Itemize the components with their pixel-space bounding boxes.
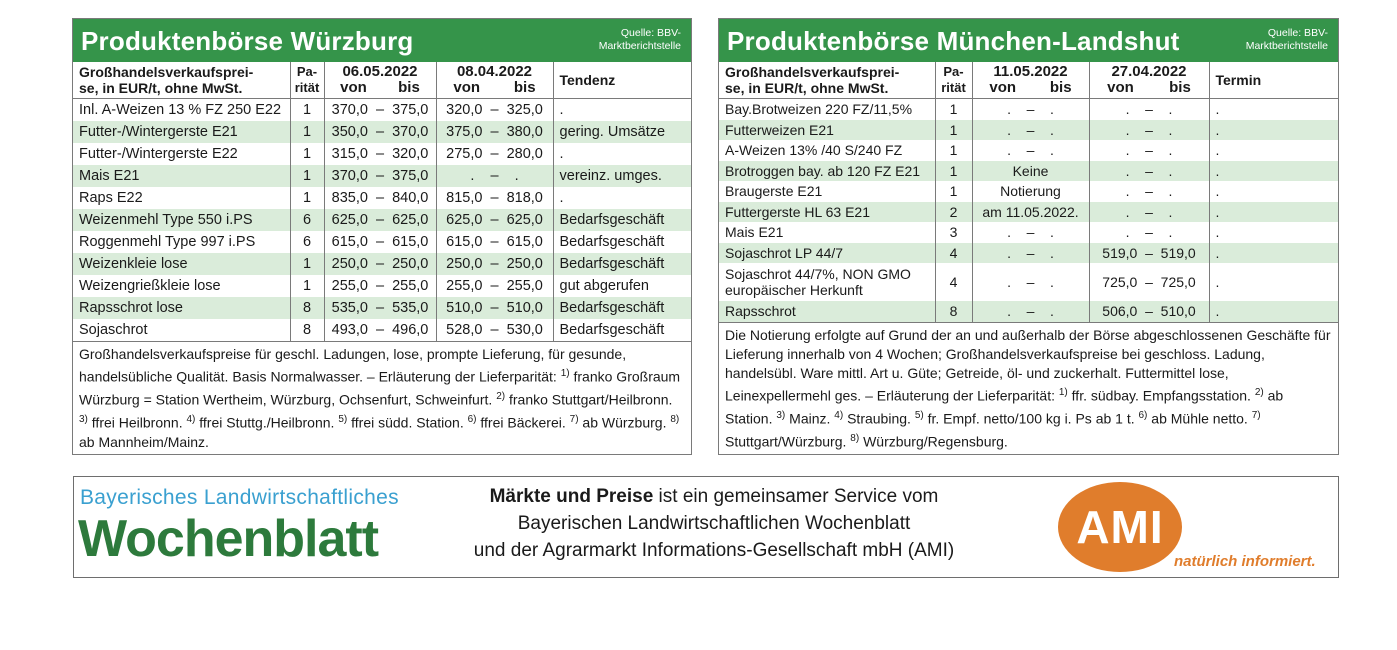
cell-price-1: am 11.05.2022. [972,202,1089,223]
cell-product: Futterweizen E21 [719,120,935,141]
cell-price-2: . – . [1089,181,1209,202]
cell-price-2: 275,0 – 280,0 [436,143,553,165]
brand-logo-text: Wochenblatt [78,510,379,568]
cell-price-2: 506,0 – 510,0 [1089,301,1209,322]
service-line3: und der Agrarmarkt Informations-Gesellschaft mbH (AMI) [473,540,955,561]
cell-trend: . [559,102,564,118]
price-table [719,62,1338,322]
cell-product: Roggenmehl Type 997 i.PS [73,231,290,253]
col-parity: Pa- rität [935,62,972,99]
cell-price-1: . – . [972,301,1089,322]
table-row [719,243,1338,264]
table-row [719,301,1338,322]
cell-product: Raps E22 [73,187,290,209]
cell-price-2: . – . [1089,120,1209,141]
cell-price-1: . – . [972,263,1089,301]
cell-trend: . [1215,183,1220,199]
bis-label: bis [1049,79,1072,96]
table-row [73,231,691,253]
brand-subtitle: Bayerisches Landwirtschaftliches [80,486,399,509]
cell-trend: Bedarfsgeschäft [559,322,665,338]
cell-price-1: 493,0 – 496,0 [324,319,436,341]
panel-title: Produktenbörse Würzburg [81,26,414,56]
cell-price-2: . – . [436,165,553,187]
cell-price-2: 625,0 – 625,0 [436,209,553,231]
cell-product: Weizenmehl Type 550 i.PS [73,209,290,231]
cell-trend: vereinz. umges. [553,165,691,187]
table-row [73,187,691,209]
cell-price-2: 255,0 – 255,0 [436,275,553,297]
cell-parity: 1 [935,99,972,120]
cell-trend: gering. Umsätze [553,121,691,143]
cell-parity: 8 [935,301,972,322]
von-label: von [989,79,1017,96]
cell-price-1: . – . [972,222,1089,243]
cell-price-2: . – . [1089,222,1209,243]
source-note: Quelle: BBV- Marktberichtstelle [1245,27,1328,52]
cell-product: Futter-/Wintergerste E22 [73,143,290,165]
footnote: Die Notierung erfolgte auf Grund der an und außerhalb der Börse abgeschlossenen Geschäfte für Lieferung innerhalb von 4 Wochen; Großhandelsverkaufspreise bei geschloss. Ladung, handelsübl. Ware mittl. Art u. Güte; Getreide, öl- und zuckerhalt. Futtermittel lose, Leinexpellermehl ges. – Erläuterung der Lieferparität: $^{1)}$ ffr. südbay. Empfangsstation. $^{2)}$ ab Station. $^{3)}$ Mainz. $^{4)}$ Straubing. $^{5)}$ fr. Empf. netto/100 kg i. Ps ab 1 t. $^{6)}$ ab Mühle netto. $^{7)}$ Stuttgart/Würzburg. $^{8)}$ Würzburg/Regensburg. [719,322,1338,455]
table-row [73,319,691,341]
cell-parity: 1 [290,253,324,275]
cell-product: Mais E21 [73,165,290,187]
price-table-body [73,99,691,342]
table-row [73,253,691,275]
col-date2 [1089,62,1209,99]
table-row [719,120,1338,141]
cell-trend: . [1215,224,1220,240]
cell-price-1: . – . [972,243,1089,264]
cell-product: Weizengrießkleie lose [73,275,290,297]
source-note: Quelle: BBV- Marktberichtstelle [598,27,681,52]
cell-price-1: . – . [972,120,1089,141]
cell-parity: 1 [290,275,324,297]
cell-price-1: Keine [972,161,1089,182]
cell-price-2: . – . [1089,202,1209,223]
cell-product: Braugerste E21 [719,181,935,202]
cell-trend: gut abgerufen [559,278,649,294]
date2-label: 27.04.2022 [1111,63,1187,80]
table-row [73,143,691,165]
cell-price-1: 350,0 – 370,0 [324,121,436,143]
table-row [719,161,1338,182]
table-row [73,99,691,122]
cell-parity: 1 [290,187,324,209]
cell-parity: 1 [935,181,972,202]
table-row [719,181,1338,202]
cell-trend: . [1215,142,1220,158]
table-row [719,202,1338,223]
table-row [73,165,691,187]
cell-price-2: . – . [1089,161,1209,182]
cell-price-1: . – . [972,140,1089,161]
cell-price-2: . – . [1089,99,1209,120]
service-text [444,483,984,564]
price-table [73,62,691,341]
cell-trend: . [1215,274,1220,290]
cell-product: Sojaschrot [73,319,290,341]
cell-price-2: 725,0 – 725,0 [1089,263,1209,301]
cell-product: Rapsschrot lose [73,297,290,319]
table-row [73,297,691,319]
cell-product: Sojaschrot 44/7%, NON GMO europäischer Herkunft [719,263,935,301]
price-table-body [719,99,1338,322]
cell-price-1: 625,0 – 625,0 [324,209,436,231]
cell-price-2: 375,0 – 380,0 [436,121,553,143]
panel-title: Produktenbörse München-Landshut [727,26,1180,56]
ami-tagline: natürlich informiert. [1174,553,1316,570]
cell-price-1: 615,0 – 615,0 [324,231,436,253]
cell-price-2: 510,0 – 510,0 [436,297,553,319]
service-line2: Bayerischen Landwirtschaftlichen Wochenblatt [517,513,911,534]
von-label: von [453,79,481,96]
col-date2 [436,62,553,99]
cell-price-1: . – . [972,99,1089,120]
von-label: von [1107,79,1134,96]
cell-price-1: 835,0 – 840,0 [324,187,436,209]
panel-wuerzburg [72,18,692,455]
cell-product: Inl. A-Weizen 13 % FZ 250 E22 [73,99,290,122]
cell-trend: . [1215,101,1220,117]
ami-logo: AMI [1058,482,1182,572]
footnote: Großhandelsverkaufspreise für geschl. Ladungen, lose, prompte Lieferung, für gesunde, handelsübliche Qualität. Basis Normalwasser. – Erläuterung der Lieferparität: $^{1)}$ franko Großraum Würzburg = Station Wertheim, Würzburg, Ochsenfurt, Schweinfurt. $^{2)}$ franko Stuttgart/Heilbronn. $^{3)}$ ffrei Heilbronn. $^{4)}$ ffrei Stuttg./Heilbronn. $^{5)}$ ffrei südd. Station. $^{6)}$ ffrei Bäckerei. $^{7)}$ ab Würzburg. $^{8)}$ ab Mannheim/Mainz. [73,341,691,454]
col-termin: Termin [1209,62,1338,99]
col-date1 [324,62,436,99]
cell-trend: . [1209,120,1338,141]
cell-price-2: . – . [1089,140,1209,161]
service-title: Märkte und Preise [489,486,654,507]
cell-parity: 1 [935,120,972,141]
table-row [73,121,691,143]
panel-muenchen [718,18,1339,455]
table-row [719,263,1338,301]
cell-trend: . [559,190,564,206]
col-parity: Pa- rität [290,62,324,99]
cell-parity: 8 [290,319,324,341]
cell-price-2: 528,0 – 530,0 [436,319,553,341]
cell-product: Weizenkleie lose [73,253,290,275]
bis-label: bis [1169,79,1191,96]
cell-parity: 4 [935,243,972,264]
cell-product: Futtergerste HL 63 E21 [719,202,935,223]
cell-trend: Bedarfsgeschäft [553,297,691,319]
cell-product: Futter-/Wintergerste E21 [73,121,290,143]
von-label: von [340,79,367,96]
cell-parity: 4 [935,263,972,301]
col-trend: Tendenz [553,62,691,99]
cell-price-1: 535,0 – 535,0 [324,297,436,319]
cell-parity: 8 [290,297,324,319]
cell-trend: Bedarfsgeschäft [553,253,691,275]
cell-price-2: 250,0 – 250,0 [436,253,553,275]
cell-product: Rapsschrot [719,301,935,322]
cell-parity: 3 [935,222,972,243]
cell-price-1: 370,0 – 375,0 [324,165,436,187]
bis-label: bis [398,79,420,96]
table-row [73,275,691,297]
cell-price-2: 615,0 – 615,0 [436,231,553,253]
cell-trend: Bedarfsgeschäft [553,209,691,231]
cell-price-1: 250,0 – 250,0 [324,253,436,275]
bis-label: bis [513,79,536,96]
date1-label: 06.05.2022 [342,63,418,80]
cell-parity: 1 [935,161,972,182]
cell-trend: . [559,146,564,162]
col-product: Großhandelsverkaufsprei- se, in EUR/t, ohne MwSt. [73,62,290,99]
cell-trend: . [1209,161,1338,182]
date2-label: 08.04.2022 [456,63,533,80]
table-row [719,222,1338,243]
panel-header [719,19,1338,62]
col-product: Großhandelsverkaufsprei- se, in EUR/t, ohne MwSt. [719,62,935,99]
date1-label: 11.05.2022 [993,63,1068,80]
cell-price-1: Notierung [972,181,1089,202]
cell-parity: 6 [290,209,324,231]
cell-parity: 1 [290,99,324,122]
cell-parity: 1 [935,140,972,161]
cell-price-1: 315,0 – 320,0 [324,143,436,165]
table-row [719,99,1338,120]
cell-parity: 1 [290,165,324,187]
service-line1: ist ein gemeinsamer Service vom [653,486,939,507]
cell-product: Bay.Brotweizen 220 FZ/11,5% [719,99,935,120]
cell-product: Brotroggen bay. ab 120 FZ E21 [719,161,935,182]
cell-parity: 6 [290,231,324,253]
cell-price-2: 815,0 – 818,0 [436,187,553,209]
cell-product: Sojaschrot LP 44/7 [719,243,935,264]
cell-parity: 2 [935,202,972,223]
table-row [719,140,1338,161]
cell-product: A-Weizen 13% /40 S/240 FZ [719,140,935,161]
cell-trend: Bedarfsgeschäft [559,234,665,250]
cell-trend: . [1209,301,1338,322]
cell-price-1: 370,0 – 375,0 [324,99,436,122]
panel-header [73,19,691,62]
cell-price-1: 255,0 – 255,0 [324,275,436,297]
cell-product: Mais E21 [719,222,935,243]
cell-price-2: 519,0 – 519,0 [1089,243,1209,264]
col-date1 [972,62,1089,99]
cell-trend: . [1209,202,1338,223]
publisher-banner [73,476,1339,578]
cell-parity: 1 [290,143,324,165]
table-row [73,209,691,231]
cell-parity: 1 [290,121,324,143]
cell-price-2: 320,0 – 325,0 [436,99,553,122]
cell-trend: . [1209,243,1338,264]
